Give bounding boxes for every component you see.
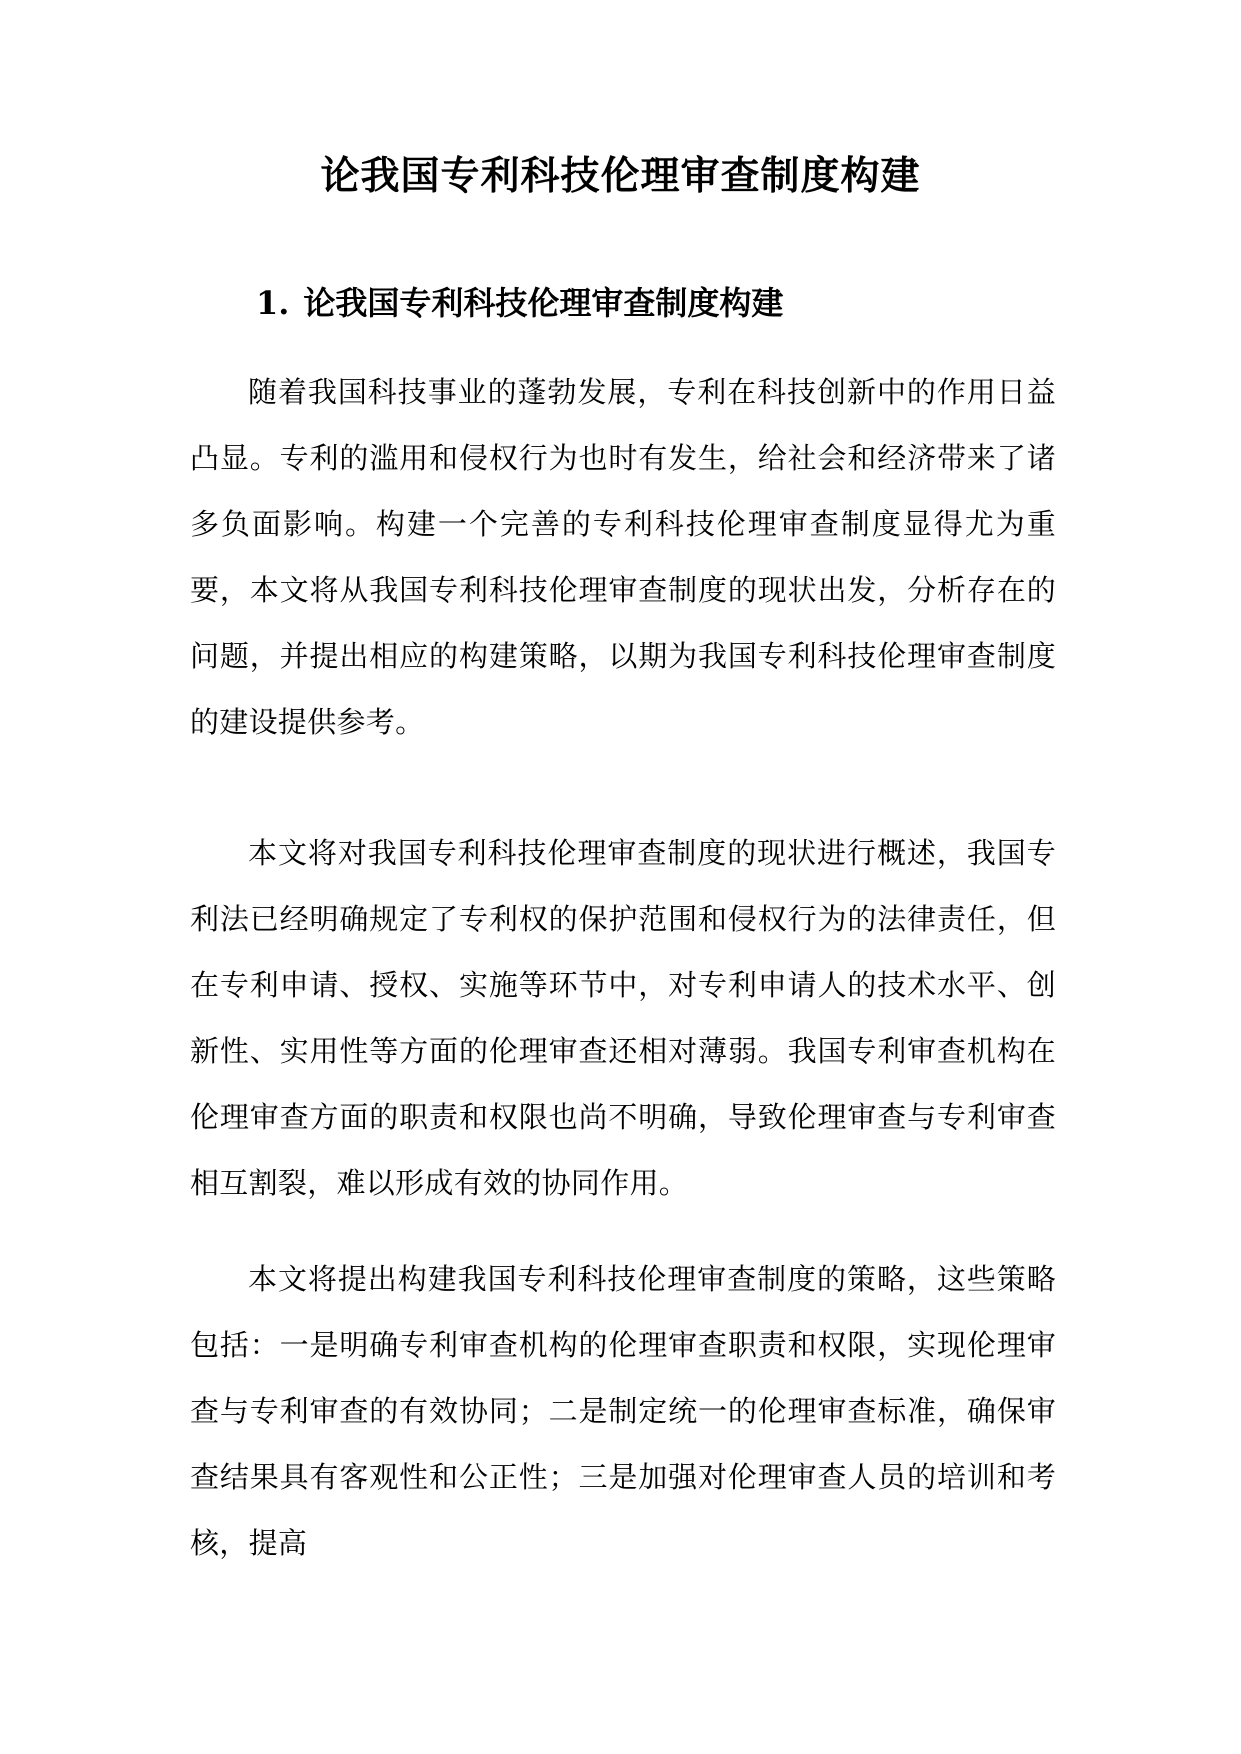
- document-title: 论我国专利科技伦理审查制度构建: [320, 153, 921, 199]
- section-number: 1.: [256, 284, 290, 322]
- paragraph-strategies: 本文将提出构建我国专利科技伦理审查制度的策略，这些策略包括：一是明确专利审查机构的伦理审查职责和权限，实现伦理审查与专利审查的有效协同；二是制定统一的伦理审查标准，确保审查结果具有客观性和公正性；三是加强对伦理审查人员的培训和考核，提高: [190, 1262, 1056, 1560]
- section-heading-text: 论我国专利科技伦理审查制度构建: [303, 284, 784, 322]
- paragraph-intro: 随着我国科技事业的蓬勃发展，专利在科技创新中的作用日益凸显。专利的滥用和侵权行为也时有发生，给社会和经济带来了诸多负面影响。构建一个完善的专利科技伦理审查制度显得尤为重要，本文将从我国专利科技伦理审查制度的现状出发，分析存在的问题，并提出相应的构建策略，以期为我国专利科技伦理审查制度的建设提供参考。: [190, 375, 1056, 739]
- paragraph-status: 本文将对我国专利科技伦理审查制度的现状进行概述，我国专利法已经明确规定了专利权的保护范围和侵权行为的法律责任，但在专利申请、授权、实施等环节中，对专利申请人的技术水平、创新性、实用性等方面的伦理审查还相对薄弱。我国专利审查机构在伦理审查方面的职责和权限也尚不明确，导致伦理审查与专利审查相互割裂，难以形成有效的协同作用。: [190, 836, 1056, 1200]
- section-heading: [256, 273, 783, 333]
